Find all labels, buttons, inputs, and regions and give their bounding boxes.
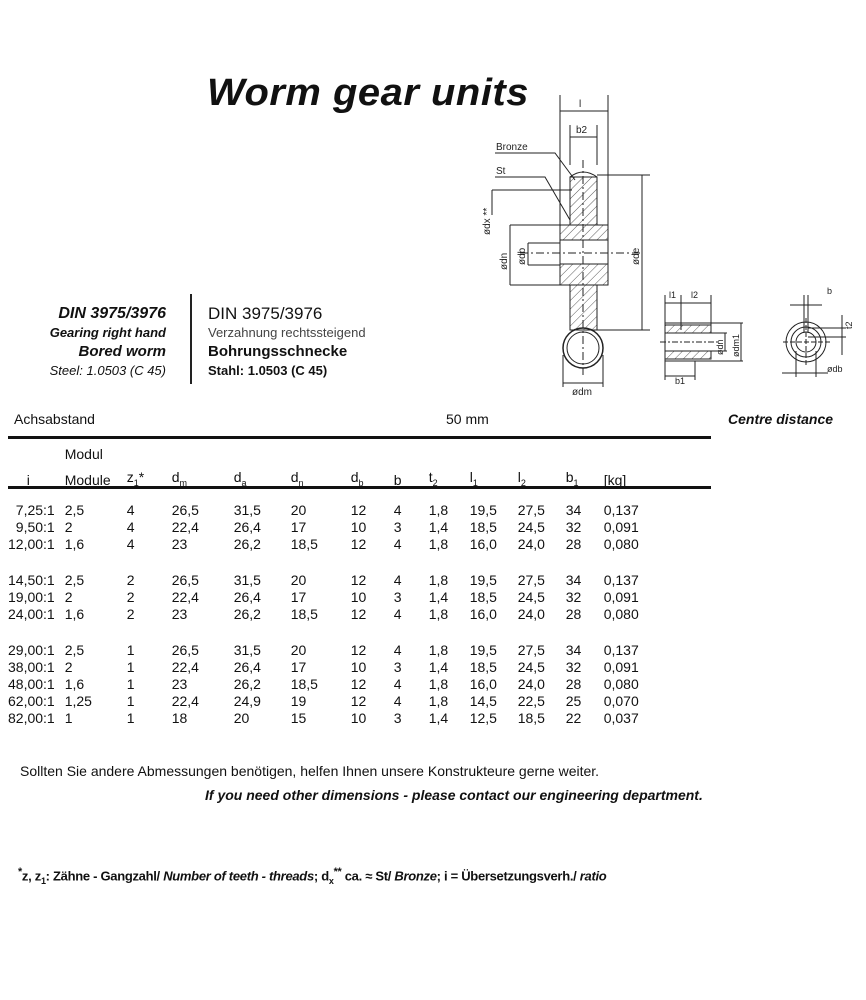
table-cell: 24,5 bbox=[517, 519, 545, 535]
group-spacer bbox=[8, 553, 659, 572]
centre-distance-value: 50 mm bbox=[446, 411, 489, 427]
table-row bbox=[8, 589, 659, 606]
table-cell: 24,5 bbox=[517, 589, 545, 605]
table-cell: 82,00:1 bbox=[8, 710, 55, 726]
table-cell: 20 bbox=[290, 502, 307, 518]
table-cell: 1 bbox=[126, 676, 135, 692]
table-cell: 62,00:1 bbox=[8, 693, 55, 709]
table-cell: 10 bbox=[350, 659, 367, 675]
table-cell: 12 bbox=[350, 642, 367, 658]
table-cell: 22,4 bbox=[171, 693, 199, 709]
table-cell: 1,8 bbox=[428, 676, 449, 692]
table-row bbox=[8, 519, 659, 536]
table-cell: 1,6 bbox=[64, 676, 85, 692]
table-cell: 2 bbox=[126, 572, 135, 588]
header-b: b bbox=[393, 472, 402, 488]
table-cell: 10 bbox=[350, 710, 367, 726]
table-cell: 2 bbox=[126, 606, 135, 622]
table-cell: 27,5 bbox=[517, 572, 545, 588]
table-cell: 2,5 bbox=[64, 642, 85, 658]
table-cell: 34 bbox=[565, 502, 582, 518]
table-cell: 32 bbox=[565, 589, 582, 605]
table-cell: 19,5 bbox=[469, 572, 497, 588]
table-cell: 12 bbox=[350, 502, 367, 518]
table-cell: 18,5 bbox=[469, 589, 497, 605]
table-cell: 26,4 bbox=[233, 589, 261, 605]
english-material: Steel: 1.0503 (C 45) bbox=[49, 363, 166, 378]
table-cell: 16,0 bbox=[469, 676, 497, 692]
table-cell: 2,5 bbox=[64, 502, 85, 518]
table-row bbox=[8, 676, 659, 693]
label-bronze: Bronze bbox=[496, 142, 528, 153]
table-cell: 31,5 bbox=[233, 642, 261, 658]
table-cell: 15 bbox=[290, 710, 307, 726]
table-cell: 26,4 bbox=[233, 519, 261, 535]
german-spec bbox=[208, 304, 366, 380]
german-gearing: Verzahnung rechtssteigend bbox=[208, 325, 366, 340]
table-cell: 28 bbox=[565, 536, 582, 552]
spec-table bbox=[8, 440, 659, 727]
table-cell: 1,8 bbox=[428, 693, 449, 709]
table-cell: 2 bbox=[64, 589, 73, 605]
table-cell: 48,00:1 bbox=[8, 676, 55, 692]
header-module-de: Modul bbox=[64, 446, 103, 462]
table-cell: 14,5 bbox=[469, 693, 497, 709]
english-gearing: Gearing right hand bbox=[49, 325, 166, 340]
table-cell: 1,6 bbox=[64, 606, 85, 622]
table-cell: 0,137 bbox=[603, 642, 639, 658]
table-cell: 3 bbox=[393, 519, 402, 535]
table-cell: 18,5 bbox=[290, 676, 318, 692]
header-row-module-de bbox=[8, 440, 659, 462]
table-cell: 19,5 bbox=[469, 642, 497, 658]
table-cell: 1,8 bbox=[428, 642, 449, 658]
header-row bbox=[8, 462, 659, 488]
centre-distance-label-de: Achsabstand bbox=[14, 411, 95, 427]
table-cell: 27,5 bbox=[517, 642, 545, 658]
table-row bbox=[8, 572, 659, 589]
table-cell: 25 bbox=[565, 693, 582, 709]
table-cell: 4 bbox=[126, 536, 135, 552]
header-i: i bbox=[26, 472, 30, 488]
table-row bbox=[8, 502, 659, 519]
table-cell: 22,4 bbox=[171, 589, 199, 605]
table-cell: 38,00:1 bbox=[8, 659, 55, 675]
table-cell: 26,2 bbox=[233, 676, 261, 692]
table-cell: 1 bbox=[126, 710, 135, 726]
table-cell: 12,00:1 bbox=[8, 536, 55, 552]
table-cell: 12 bbox=[350, 676, 367, 692]
table-cell: 0,070 bbox=[603, 693, 639, 709]
german-type: Bohrungsschnecke bbox=[208, 343, 348, 360]
table-row bbox=[8, 642, 659, 659]
table-cell: 18,5 bbox=[469, 519, 497, 535]
table-cell: 1,4 bbox=[428, 589, 449, 605]
table-cell: 4 bbox=[393, 536, 402, 552]
table-cell: 1,8 bbox=[428, 606, 449, 622]
label-dn-small: ødn bbox=[715, 339, 725, 355]
table-cell: 18,5 bbox=[469, 659, 497, 675]
table-cell: 24,0 bbox=[517, 676, 545, 692]
label-t2: t2 bbox=[844, 321, 854, 329]
table-cell: 4 bbox=[126, 519, 135, 535]
centre-distance-label-en: Centre distance bbox=[728, 411, 834, 427]
header-da: $d_a$ bbox=[233, 469, 247, 488]
english-type: Bored worm bbox=[78, 343, 166, 360]
table-cell: 3 bbox=[393, 589, 402, 605]
table-cell: 16,0 bbox=[469, 606, 497, 622]
table-cell: 1,6 bbox=[64, 536, 85, 552]
label-dm: ødm bbox=[572, 387, 592, 398]
table-cell: 24,00:1 bbox=[8, 606, 55, 622]
table-cell: 19,5 bbox=[469, 502, 497, 518]
table-cell: 10 bbox=[350, 519, 367, 535]
german-din: DIN 3975/3976 bbox=[208, 304, 323, 323]
table-cell: 26,4 bbox=[233, 659, 261, 675]
table-cell: 2,5 bbox=[64, 572, 85, 588]
table-cell: 28 bbox=[565, 606, 582, 622]
table-cell: 28 bbox=[565, 676, 582, 692]
table-cell: 16,0 bbox=[469, 536, 497, 552]
header-db: $d_b$ bbox=[350, 469, 364, 488]
table-cell: 34 bbox=[565, 572, 582, 588]
table-row bbox=[8, 693, 659, 710]
table-row bbox=[8, 536, 659, 553]
table-cell: 0,137 bbox=[603, 572, 639, 588]
table-cell: 4 bbox=[393, 572, 402, 588]
table-cell: 10 bbox=[350, 589, 367, 605]
table-cell: 0,080 bbox=[603, 536, 639, 552]
table-cell: 26,2 bbox=[233, 606, 261, 622]
table-cell: 20 bbox=[233, 710, 250, 726]
group-spacer bbox=[8, 623, 659, 642]
table-cell: 0,080 bbox=[603, 676, 639, 692]
header-b1: $b_1$ bbox=[565, 469, 579, 488]
table-cell: 24,0 bbox=[517, 606, 545, 622]
table-cell: 32 bbox=[565, 519, 582, 535]
table-cell: 19,00:1 bbox=[8, 589, 55, 605]
table-cell: 12 bbox=[350, 572, 367, 588]
table-cell: 1 bbox=[126, 693, 135, 709]
label-l1: l1 bbox=[669, 290, 677, 300]
table-cell: 29,00:1 bbox=[8, 642, 55, 658]
worm-side-drawing bbox=[655, 285, 745, 385]
header-l1: $l_1$ bbox=[469, 469, 478, 488]
label-dm1: ødm1 bbox=[731, 333, 741, 357]
table-row bbox=[8, 606, 659, 623]
table-cell: 18,5 bbox=[290, 536, 318, 552]
label-b1: b1 bbox=[675, 376, 686, 385]
label-dn: ødn bbox=[499, 252, 510, 270]
german-material: Stahl: 1.0503 (C 45) bbox=[208, 363, 328, 378]
header-l2: $l_2$ bbox=[517, 469, 526, 488]
footnote: *z, $z_1$: Zähne - Gangzahl/ Number of teeth - threads; $d_x^{**}$ ca. ≈ St/ Bronze; i = Übersetzungsverh./ ratio bbox=[18, 866, 607, 886]
table-cell: 1,8 bbox=[428, 536, 449, 552]
table-cell: 4 bbox=[393, 693, 402, 709]
table-cell: 2 bbox=[126, 589, 135, 605]
table-cell: 1 bbox=[126, 659, 135, 675]
table-cell: 1,4 bbox=[428, 710, 449, 726]
table-cell: 22,5 bbox=[517, 693, 545, 709]
table-row bbox=[8, 710, 659, 727]
table-cell: 34 bbox=[565, 642, 582, 658]
table-cell: 26,2 bbox=[233, 536, 261, 552]
table-cell: 14,50:1 bbox=[8, 572, 55, 588]
table-cell: 27,5 bbox=[517, 502, 545, 518]
table-cell: 1 bbox=[126, 642, 135, 658]
table-cell: 22,4 bbox=[171, 659, 199, 675]
table-cell: 17 bbox=[290, 519, 307, 535]
table-cell: 1,4 bbox=[428, 659, 449, 675]
label-db: ødb bbox=[517, 247, 528, 265]
table-cell: 0,080 bbox=[603, 606, 639, 622]
label-dx: ødx ** bbox=[482, 207, 493, 235]
table-cell: 22,4 bbox=[171, 519, 199, 535]
table-cell: 12 bbox=[350, 606, 367, 622]
table-cell: 23 bbox=[171, 676, 188, 692]
header-t2: $t_2$ bbox=[428, 469, 438, 488]
table-cell: 0,091 bbox=[603, 589, 639, 605]
header-z1: $z_1*$ bbox=[126, 469, 145, 488]
table-cell: 20 bbox=[290, 642, 307, 658]
table-cell: 24,5 bbox=[517, 659, 545, 675]
table-cell: 2 bbox=[64, 519, 73, 535]
table-cell: 31,5 bbox=[233, 502, 261, 518]
table-cell: 0,091 bbox=[603, 519, 639, 535]
label-b: b bbox=[827, 286, 833, 296]
label-l: l bbox=[579, 99, 582, 110]
table-cell: 0,037 bbox=[603, 710, 639, 726]
table-body bbox=[8, 502, 659, 727]
english-din: DIN 3975/3976 bbox=[58, 305, 166, 322]
table-cell: 26,5 bbox=[171, 642, 199, 658]
label-st: St bbox=[496, 166, 506, 177]
table-cell: 7,25:1 bbox=[15, 502, 55, 518]
table-cell: 20 bbox=[290, 572, 307, 588]
table-cell: 23 bbox=[171, 536, 188, 552]
note-english: If you need other dimensions - please contact our engineering department. bbox=[205, 787, 703, 803]
table-cell: 17 bbox=[290, 659, 307, 675]
table-cell: 24,0 bbox=[517, 536, 545, 552]
table-cell: 12,5 bbox=[469, 710, 497, 726]
label-de: øde bbox=[631, 247, 642, 265]
page-title: Worm gear units bbox=[207, 72, 529, 114]
table-cell: 4 bbox=[393, 642, 402, 658]
worm-end-drawing bbox=[780, 285, 866, 385]
label-b2: b2 bbox=[576, 125, 588, 136]
table-cell: 18 bbox=[171, 710, 188, 726]
table-cell: 26,5 bbox=[171, 502, 199, 518]
table-cell: 4 bbox=[393, 502, 402, 518]
table-cell: 12 bbox=[350, 536, 367, 552]
table-cell: 1,25 bbox=[64, 693, 92, 709]
table-cell: 24,9 bbox=[233, 693, 261, 709]
header-dn: $d_n$ bbox=[290, 469, 304, 488]
table-cell: 18,5 bbox=[517, 710, 545, 726]
table-cell: 23 bbox=[171, 606, 188, 622]
table-cell: 19 bbox=[290, 693, 307, 709]
table-top-rule bbox=[8, 436, 711, 439]
table-cell: 4 bbox=[126, 502, 135, 518]
table-cell: 0,091 bbox=[603, 659, 639, 675]
table-cell: 26,5 bbox=[171, 572, 199, 588]
table-cell: 3 bbox=[393, 710, 402, 726]
note-german: Sollten Sie andere Abmessungen benötigen, helfen Ihnen unsere Konstrukteure gerne weiter. bbox=[20, 763, 600, 779]
header-module-en: Module bbox=[64, 472, 111, 488]
table-cell: 12 bbox=[350, 693, 367, 709]
label-db-small: ødb bbox=[827, 364, 843, 374]
table-cell: 17 bbox=[290, 589, 307, 605]
spec-divider bbox=[190, 294, 192, 384]
table-cell: 18,5 bbox=[290, 606, 318, 622]
worm-gear-drawing bbox=[480, 85, 660, 400]
table-cell: 4 bbox=[393, 676, 402, 692]
table-cell: 1,8 bbox=[428, 572, 449, 588]
table-cell: 2 bbox=[64, 659, 73, 675]
table-cell: 32 bbox=[565, 659, 582, 675]
table-cell: 9,50:1 bbox=[15, 519, 55, 535]
table-cell: 31,5 bbox=[233, 572, 261, 588]
header-kg: [kg] bbox=[603, 472, 627, 488]
table-cell: 22 bbox=[565, 710, 582, 726]
table-cell: 0,137 bbox=[603, 502, 639, 518]
english-spec bbox=[0, 304, 166, 380]
table-cell: 1,4 bbox=[428, 519, 449, 535]
table-row bbox=[8, 659, 659, 676]
table-cell: 3 bbox=[393, 659, 402, 675]
table-cell: 1,8 bbox=[428, 502, 449, 518]
label-l2: l2 bbox=[691, 290, 699, 300]
table-cell: 4 bbox=[393, 606, 402, 622]
table-cell: 1 bbox=[64, 710, 73, 726]
header-dm: $d_m$ bbox=[171, 469, 188, 488]
